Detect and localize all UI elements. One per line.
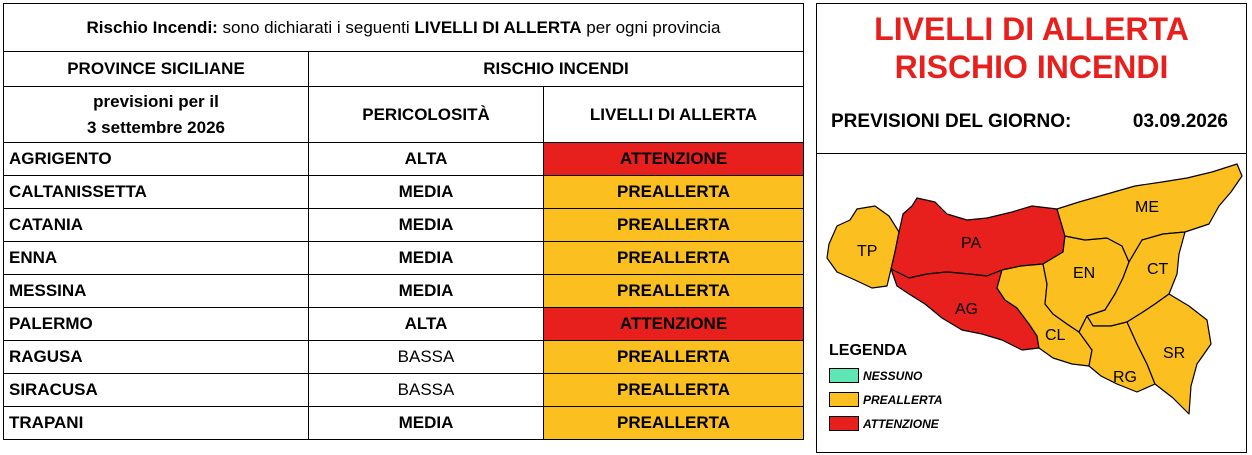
table-header: [4, 4, 804, 52]
table-row: [4, 275, 804, 308]
legend-swatch: [829, 416, 859, 431]
map-label-sr: SR: [1163, 345, 1186, 362]
previsioni-date: 03.09.2026: [1132, 111, 1228, 132]
legend-swatch: [829, 392, 859, 407]
legend-swatch: [829, 368, 859, 383]
legend-item: [829, 392, 943, 407]
panel-title-line2: RISCHIO INCENDI: [894, 49, 1169, 85]
pericolosita-cell: BASSA: [309, 341, 544, 374]
livello-cell: PREALLERTA: [544, 407, 804, 440]
previsioni-row: [831, 111, 1234, 133]
map-label-tp: TP: [857, 243, 878, 260]
forecast-line2: 3 settembre 2026: [87, 117, 225, 137]
header-bold: LIVELLI DI ALLERTA: [414, 17, 582, 37]
map-legend: [829, 342, 943, 440]
legend-label: NESSUNO: [863, 368, 923, 383]
livello-cell: PREALLERTA: [544, 176, 804, 209]
pericolosita-cell: MEDIA: [309, 275, 544, 308]
legend-item: [829, 416, 943, 431]
province-cell: SIRACUSA: [4, 374, 309, 407]
table-row: [4, 374, 804, 407]
table-row: [4, 209, 804, 242]
pericolosita-cell: BASSA: [309, 374, 544, 407]
table-row: [4, 407, 804, 440]
table-row: [4, 341, 804, 374]
livello-cell: PREALLERTA: [544, 341, 804, 374]
pericolosita-cell: MEDIA: [309, 209, 544, 242]
province-cell: CALTANISSETTA: [4, 176, 309, 209]
province-cell: MESSINA: [4, 275, 309, 308]
table-row: [4, 308, 804, 341]
province-cell: ENNA: [4, 242, 309, 275]
forecast-header: [4, 87, 309, 143]
province-cell: RAGUSA: [4, 341, 309, 374]
map-label-cl: CL: [1045, 327, 1066, 344]
livello-cell: ATTENZIONE: [544, 143, 804, 176]
province-cell: PALERMO: [4, 308, 309, 341]
header-mid: sono dichiarati i seguenti: [217, 17, 415, 37]
province-cell: TRAPANI: [4, 407, 309, 440]
map-label-ct: CT: [1147, 261, 1169, 278]
livello-cell: PREALLERTA: [544, 209, 804, 242]
pericolosita-cell: MEDIA: [309, 242, 544, 275]
table-row: [4, 143, 804, 176]
alert-panel: [816, 3, 1247, 453]
legend-title: LEGENDA: [829, 342, 908, 359]
legend-label: PREALLERTA: [863, 392, 943, 407]
table-row: [4, 242, 804, 275]
pericolosita-cell: MEDIA: [309, 176, 544, 209]
panel-title-line1: LIVELLI DI ALLERTA: [874, 11, 1189, 47]
alert-table: [3, 3, 804, 440]
livello-cell: PREALLERTA: [544, 242, 804, 275]
livello-cell: ATTENZIONE: [544, 308, 804, 341]
col-livelli-header: LIVELLI DI ALLERTA: [544, 87, 804, 143]
col-pericolosita-header: PERICOLOSITÀ: [309, 87, 544, 143]
map-label-rg: RG: [1113, 369, 1137, 386]
map-label-pa: PA: [961, 235, 982, 252]
col-rischio-header: RISCHIO INCENDI: [309, 52, 804, 87]
province-cell: CATANIA: [4, 209, 309, 242]
livello-cell: PREALLERTA: [544, 275, 804, 308]
panel-title: [817, 10, 1246, 86]
pericolosita-cell: ALTA: [309, 308, 544, 341]
pericolosita-cell: ALTA: [309, 143, 544, 176]
col-province-header: PROVINCE SICILIANE: [4, 52, 309, 87]
header-suffix: per ogni provincia: [581, 17, 721, 37]
livello-cell: PREALLERTA: [544, 374, 804, 407]
forecast-line1: previsioni per il: [93, 91, 219, 111]
legend-item: [829, 368, 943, 383]
previsioni-label: PREVISIONI DEL GIORNO:: [831, 111, 1072, 132]
header-prefix: Rischio Incendi:: [86, 17, 218, 37]
legend-label: ATTENZIONE: [863, 416, 939, 431]
pericolosita-cell: MEDIA: [309, 407, 544, 440]
map-label-en: EN: [1073, 265, 1096, 282]
map-label-ag: AG: [955, 301, 979, 318]
province-cell: AGRIGENTO: [4, 143, 309, 176]
map-label-me: ME: [1135, 199, 1159, 216]
table-row: [4, 176, 804, 209]
